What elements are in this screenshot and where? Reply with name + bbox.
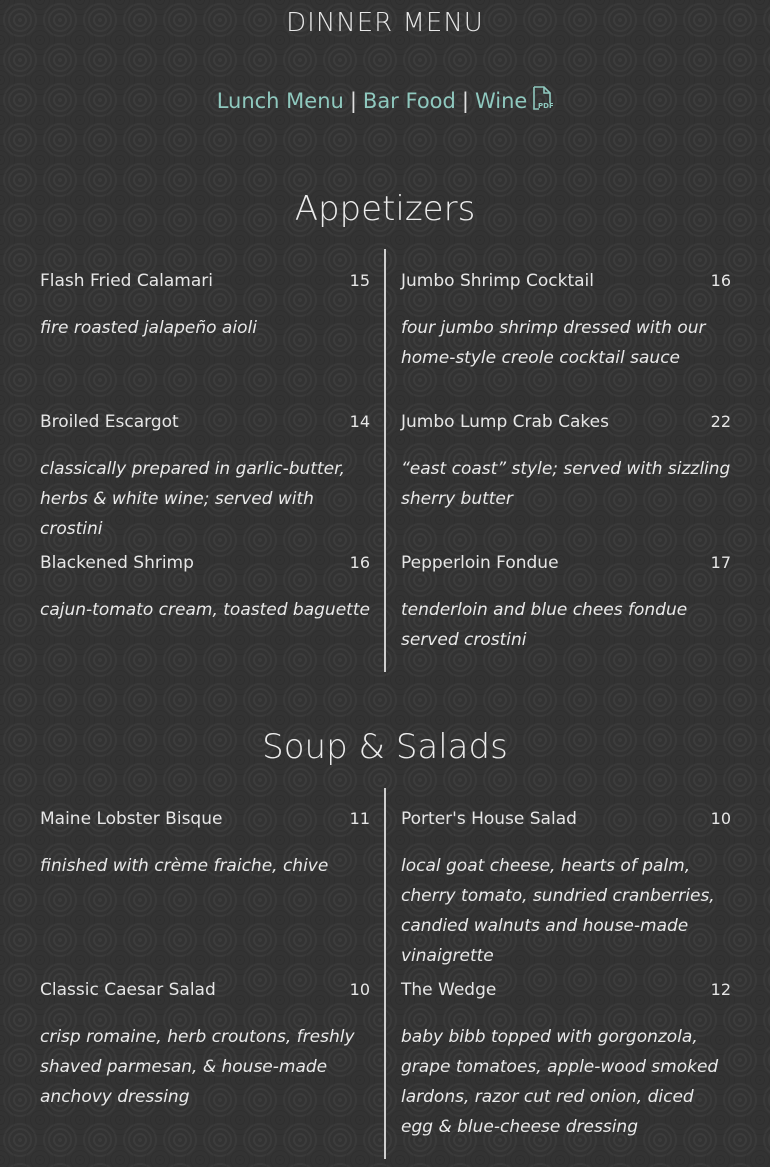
wine-link[interactable]: [475, 89, 553, 113]
page-title: DINNER MENU: [286, 8, 484, 38]
item-description: crisp romaine, herb croutons, freshly shaved parmesan, & house-made anchovy dressing: [40, 1027, 355, 1107]
item-price: 17: [710, 553, 731, 572]
item-price: 16: [349, 553, 370, 572]
menu-item: [40, 271, 370, 343]
item-price: 14: [349, 412, 370, 431]
menu-item: [40, 553, 370, 625]
menu-item: [401, 809, 731, 971]
item-price: 10: [710, 809, 731, 828]
item-name: The Wedge: [401, 980, 497, 1000]
item-price: 12: [710, 980, 731, 999]
lunch-menu-link[interactable]: Lunch Menu: [216, 89, 344, 113]
item-name: Flash Fried Calamari: [40, 271, 213, 291]
item-description: “east coast” style; served with sizzling sherry butter: [401, 459, 731, 509]
svg-text:PDF: PDF: [538, 102, 554, 110]
item-description: fire roasted jalapeño aioli: [40, 318, 257, 338]
item-name: Porter's House Salad: [401, 809, 577, 829]
item-name: Jumbo Lump Crab Cakes: [401, 412, 609, 432]
menu-item: [40, 809, 370, 881]
menu-item: [40, 980, 370, 1112]
nav-separator: |: [349, 89, 357, 113]
item-price: 11: [349, 809, 370, 828]
bar-food-link[interactable]: Bar Food: [362, 89, 456, 113]
item-name: Blackened Shrimp: [40, 553, 194, 573]
item-name: Pepperloin Fondue: [401, 553, 559, 573]
item-description: baby bibb topped with gorgonzola, grape tomatoes, apple-wood smoked lardons, razor cut red onion, diced egg & blue-cheese dressing: [401, 1027, 719, 1137]
item-name: Jumbo Shrimp Cocktail: [401, 271, 594, 291]
nav-separator: |: [461, 89, 469, 113]
menu-item: [401, 553, 731, 655]
menu-nav: [0, 86, 770, 115]
item-price: 22: [710, 412, 731, 431]
item-price: 16: [710, 271, 731, 290]
item-name: Maine Lobster Bisque: [40, 809, 223, 829]
section-title-appetizers: Appetizers: [294, 189, 476, 229]
menu-item: [401, 271, 731, 373]
item-description: classically prepared in garlic-butter, herbs & white wine; served with crostini: [40, 459, 345, 539]
item-name: Broiled Escargot: [40, 412, 179, 432]
item-price: 10: [349, 980, 370, 999]
menu-item: [401, 980, 731, 1142]
menu-item: [401, 412, 731, 514]
item-description: tenderloin and blue chees fondue served crostini: [401, 600, 688, 650]
pdf-file-icon: [531, 86, 553, 115]
menu-item: [40, 412, 370, 544]
column-divider: [384, 788, 386, 1159]
item-description: four jumbo shrimp dressed with our home-style creole cocktail sauce: [401, 318, 706, 368]
column-divider: [384, 249, 386, 672]
item-description: cajun-tomato cream, toasted baguette: [40, 600, 370, 620]
section-title-soup-salads: Soup & Salads: [262, 727, 508, 767]
item-description: local goat cheese, hearts of palm, cherry tomato, sundried cranberries, candied walnuts and house-made vinaigrette: [401, 856, 715, 966]
wine-link-label: Wine: [474, 89, 528, 113]
item-price: 15: [349, 271, 370, 290]
item-name: Classic Caesar Salad: [40, 980, 216, 1000]
item-description: finished with crème fraiche, chive: [40, 856, 329, 876]
